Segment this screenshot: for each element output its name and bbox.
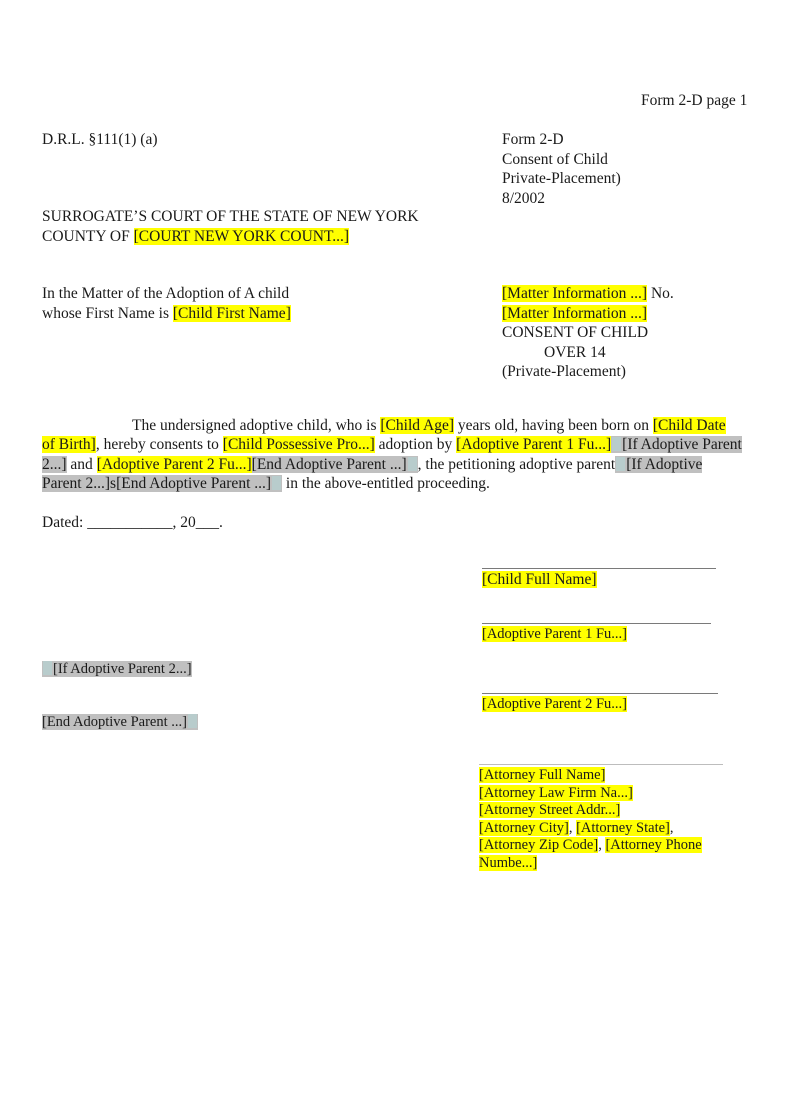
end-parent-signature-condition[interactable]: [End Adoptive Parent ...]: [42, 714, 187, 730]
dated-line[interactable]: Dated: ___________, 20___.: [42, 514, 223, 531]
caption-line-1: In the Matter of the Adoption of A child: [42, 285, 290, 302]
field-marker-icon: [188, 714, 197, 728]
adoptive-parent-2-field[interactable]: [Adoptive Parent 2 Fu...]: [96, 455, 252, 473]
field-marker-icon: [272, 476, 281, 490]
form-title: Consent of Child: [502, 150, 608, 168]
adoptive-parent-1-signature-field[interactable]: [Adoptive Parent 1 Fu...]: [482, 626, 627, 642]
matter-caption: [42, 284, 291, 323]
attorney-state-field[interactable]: [Attorney State]: [576, 819, 670, 836]
matter-info-block: [502, 284, 674, 382]
end-parent-condition[interactable]: [End Adoptive Parent ...]: [251, 455, 407, 473]
field-marker-icon: [616, 457, 625, 471]
body-text: , the petitioning adoptive parent: [417, 455, 616, 473]
doc-title-3: (Private-Placement): [502, 363, 626, 380]
doc-title-2: OVER 14: [544, 343, 606, 361]
attorney-city-field[interactable]: [Attorney City]: [479, 819, 569, 836]
end-parent-condition[interactable]: [End Adoptive Parent ...]: [116, 474, 272, 492]
attorney-name-field[interactable]: [Attorney Full Name]: [479, 767, 606, 783]
court-heading: [42, 207, 419, 246]
body-text: adoption by: [374, 436, 457, 454]
form-number: Form 2-D: [502, 131, 564, 148]
if-parent-2-signature-condition[interactable]: [If Adoptive Parent 2...]: [53, 661, 192, 677]
caption-label: whose First Name is: [42, 304, 173, 322]
page-label: Form 2-D page 1: [641, 92, 748, 109]
county-line: [42, 227, 419, 247]
field-marker-icon: [43, 661, 52, 675]
statute-reference: D.R.L. §111(1) (a): [42, 131, 158, 148]
body-text: years old, having been born on: [454, 417, 653, 434]
adoptive-parent-2-signature-field[interactable]: [Adoptive Parent 2 Fu...]: [482, 696, 627, 712]
attorney-firm-field[interactable]: [Attorney Law Firm Na...]: [479, 784, 633, 801]
doc-title-1: CONSENT OF CHILD: [502, 324, 649, 341]
child-full-name-field[interactable]: [Child Full Name]: [482, 571, 597, 588]
matter-no-label: No.: [647, 285, 674, 302]
body-text: in the above-entitled proceeding.: [282, 474, 490, 492]
form-date: 8/2002: [502, 189, 546, 207]
consent-paragraph: [42, 416, 742, 493]
body-text: , hereby consents to: [95, 436, 223, 454]
attorney-signature-line[interactable]: [479, 764, 723, 765]
adoptive-parent-1-field[interactable]: [Adoptive Parent 1 Fu...]: [456, 436, 612, 454]
child-possessive-field[interactable]: [Child Possessive Pro...]: [222, 436, 375, 454]
attorney-street-field[interactable]: [Attorney Street Addr...]: [479, 802, 621, 818]
if-parent-2-condition[interactable]: [If Adoptive Parent 2...]: [42, 436, 742, 473]
parent-1-signature-line[interactable]: [482, 623, 711, 624]
child-dob-field[interactable]: [Child Date of Birth]: [42, 417, 726, 454]
matter-info-field-2[interactable]: [Matter Information ...]: [502, 304, 648, 322]
body-text: s: [110, 474, 117, 492]
form-subtitle: Private-Placement): [502, 170, 621, 187]
attorney-phone-field-cont[interactable]: Numbe...]: [479, 854, 538, 871]
matter-info-field-1[interactable]: [Matter Information ...]: [502, 285, 648, 302]
court-county-field[interactable]: [COURT NEW YORK COUNT...]: [133, 227, 350, 245]
form-info-block: [502, 130, 621, 208]
parent-2-signature-line[interactable]: [482, 693, 718, 694]
court-name: SURROGATE’S COURT OF THE STATE OF NEW YORK: [42, 208, 419, 225]
child-first-name-field[interactable]: [Child First Name]: [172, 304, 291, 322]
field-marker-icon: [612, 437, 621, 451]
attorney-block: [Attorney Full Name] [Attorney Law Firm Na...] [Attorney Street Addr...] [Attorney City], [Attorney State], [Attorney Zip Code], [Attorney Phone Numbe...]: [479, 767, 702, 871]
child-age-field[interactable]: [Child Age]: [380, 417, 455, 434]
field-marker-icon: [408, 457, 417, 471]
child-signature-line[interactable]: [482, 568, 716, 569]
body-text: and: [66, 455, 97, 473]
caption-line-2: [42, 304, 291, 324]
county-label: COUNTY OF: [42, 227, 134, 245]
attorney-zip-field[interactable]: [Attorney Zip Code]: [479, 837, 599, 853]
if-parent-2-condition[interactable]: [If Adoptive Parent 2...]: [42, 455, 703, 492]
body-text: The undersigned adoptive child, who is: [132, 417, 381, 434]
attorney-phone-field[interactable]: [Attorney Phone: [605, 837, 702, 853]
